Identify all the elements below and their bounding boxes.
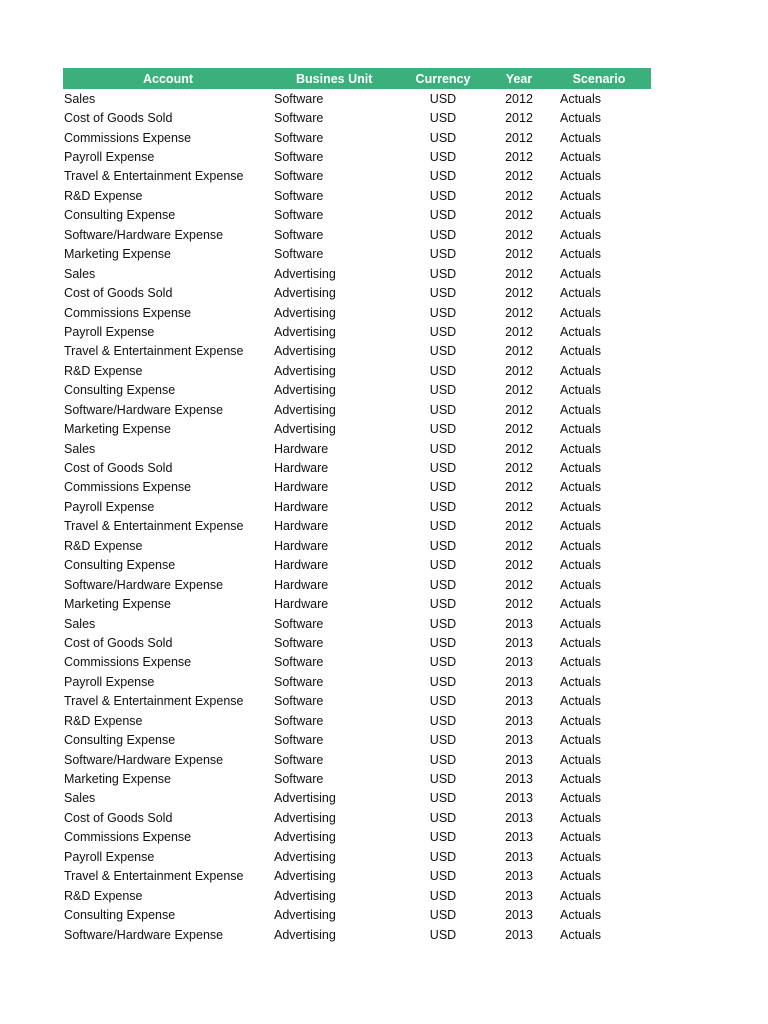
cell-currency: USD — [429, 461, 457, 476]
cell-currency: USD — [429, 733, 457, 748]
cell-account: Commissions Expense — [64, 655, 192, 670]
table-row — [63, 614, 651, 633]
cell-account: Software/Hardware Expense — [64, 402, 224, 417]
cell-currency: USD — [429, 227, 457, 242]
table-row — [63, 225, 651, 244]
cell-year: 2012 — [505, 208, 533, 223]
cell-currency: USD — [429, 713, 457, 728]
cell-business-unit: Software — [274, 150, 324, 165]
cell-year: 2012 — [505, 577, 533, 592]
cell-scenario: Actuals — [560, 538, 601, 553]
cell-year: 2012 — [505, 305, 533, 320]
cell-year: 2013 — [505, 616, 533, 631]
cell-account: Software/Hardware Expense — [64, 752, 224, 767]
table-row — [63, 633, 651, 652]
table-row — [63, 594, 651, 613]
table-row — [63, 789, 651, 808]
cell-currency: USD — [429, 383, 457, 398]
cell-currency: USD — [429, 111, 457, 126]
cell-currency: USD — [429, 305, 457, 320]
cell-year: 2012 — [505, 130, 533, 145]
cell-account: Consulting Expense — [64, 558, 176, 573]
cell-year: 2012 — [505, 150, 533, 165]
table-row — [63, 419, 651, 438]
cell-account: R&D Expense — [64, 888, 143, 903]
cell-business-unit: Hardware — [274, 519, 329, 534]
cell-business-unit: Software — [274, 713, 324, 728]
cell-scenario: Actuals — [560, 91, 601, 106]
cell-year: 2012 — [505, 461, 533, 476]
cell-account: R&D Expense — [64, 538, 143, 553]
cell-scenario: Actuals — [560, 519, 601, 534]
cell-year: 2013 — [505, 733, 533, 748]
cell-account: Sales — [64, 266, 96, 281]
cell-scenario: Actuals — [560, 402, 601, 417]
cell-currency: USD — [429, 169, 457, 184]
table-row — [63, 497, 651, 516]
cell-scenario: Actuals — [560, 888, 601, 903]
cell-year: 2013 — [505, 869, 533, 884]
cell-currency: USD — [429, 655, 457, 670]
cell-year: 2012 — [505, 227, 533, 242]
cell-scenario: Actuals — [560, 810, 601, 825]
cell-year: 2013 — [505, 888, 533, 903]
cell-scenario: Actuals — [560, 461, 601, 476]
table-row — [63, 769, 651, 788]
table-row — [63, 206, 651, 225]
table-row — [63, 245, 651, 264]
cell-scenario: Actuals — [560, 441, 601, 456]
cell-currency: USD — [429, 908, 457, 923]
table-row — [63, 283, 651, 302]
cell-scenario: Actuals — [560, 558, 601, 573]
cell-business-unit: Advertising — [274, 344, 336, 359]
cell-scenario: Actuals — [560, 111, 601, 126]
cell-currency: USD — [429, 363, 457, 378]
cell-business-unit: Advertising — [274, 830, 336, 845]
cell-account: Commissions Expense — [64, 480, 192, 495]
table-row — [63, 381, 651, 400]
cell-business-unit: Hardware — [274, 538, 329, 553]
cell-account: Cost of Goods Sold — [64, 461, 173, 476]
cell-currency: USD — [429, 830, 457, 845]
cell-scenario: Actuals — [560, 480, 601, 495]
cell-currency: USD — [429, 869, 457, 884]
cell-account: Travel & Entertainment Expense — [64, 869, 244, 884]
cell-business-unit: Advertising — [274, 363, 336, 378]
table-row — [63, 517, 651, 536]
table-row — [63, 828, 651, 847]
cell-business-unit: Advertising — [274, 888, 336, 903]
cell-business-unit: Advertising — [274, 402, 336, 417]
cell-business-unit: Software — [274, 130, 324, 145]
table-body — [63, 89, 651, 944]
cell-account: Commissions Expense — [64, 130, 192, 145]
table-row — [63, 264, 651, 283]
cell-business-unit: Software — [274, 91, 324, 106]
cell-scenario: Actuals — [560, 499, 601, 514]
cell-year: 2012 — [505, 480, 533, 495]
cell-year: 2013 — [505, 635, 533, 650]
cell-year: 2012 — [505, 111, 533, 126]
cell-year: 2013 — [505, 830, 533, 845]
cell-currency: USD — [429, 538, 457, 553]
cell-business-unit: Advertising — [274, 869, 336, 884]
header-business-unit: Busines Unit — [296, 71, 373, 86]
cell-business-unit: Advertising — [274, 266, 336, 281]
cell-business-unit: Hardware — [274, 461, 329, 476]
cell-year: 2013 — [505, 655, 533, 670]
cell-business-unit: Advertising — [274, 849, 336, 864]
header-account: Account — [143, 71, 193, 86]
cell-scenario: Actuals — [560, 188, 601, 203]
cell-currency: USD — [429, 597, 457, 612]
cell-year: 2012 — [505, 91, 533, 106]
cell-year: 2012 — [505, 402, 533, 417]
cell-business-unit: Software — [274, 694, 324, 709]
cell-currency: USD — [429, 402, 457, 417]
cell-currency: USD — [429, 810, 457, 825]
table-row — [63, 458, 651, 477]
cell-currency: USD — [429, 558, 457, 573]
table-row — [63, 439, 651, 458]
data-table — [63, 68, 651, 944]
cell-scenario: Actuals — [560, 169, 601, 184]
table-header-row — [63, 68, 651, 89]
cell-scenario: Actuals — [560, 305, 601, 320]
cell-currency: USD — [429, 752, 457, 767]
table-row — [63, 808, 651, 827]
cell-scenario: Actuals — [560, 694, 601, 709]
cell-currency: USD — [429, 208, 457, 223]
cell-business-unit: Hardware — [274, 480, 329, 495]
cell-scenario: Actuals — [560, 577, 601, 592]
cell-account: Marketing Expense — [64, 772, 172, 787]
table-row — [63, 108, 651, 127]
cell-account: Sales — [64, 441, 96, 456]
table-row — [63, 89, 651, 108]
cell-scenario: Actuals — [560, 752, 601, 767]
cell-account: R&D Expense — [64, 188, 143, 203]
cell-scenario: Actuals — [560, 830, 601, 845]
cell-year: 2012 — [505, 597, 533, 612]
cell-account: Marketing Expense — [64, 247, 172, 262]
cell-currency: USD — [429, 247, 457, 262]
table-row — [63, 478, 651, 497]
table-row — [63, 847, 651, 866]
cell-currency: USD — [429, 849, 457, 864]
cell-currency: USD — [429, 888, 457, 903]
cell-business-unit: Software — [274, 655, 324, 670]
cell-scenario: Actuals — [560, 655, 601, 670]
cell-currency: USD — [429, 635, 457, 650]
cell-account: Software/Hardware Expense — [64, 927, 224, 942]
cell-business-unit: Software — [274, 247, 324, 262]
cell-account: Consulting Expense — [64, 733, 176, 748]
cell-account: Travel & Entertainment Expense — [64, 344, 244, 359]
cell-currency: USD — [429, 927, 457, 942]
cell-account: Consulting Expense — [64, 383, 176, 398]
cell-year: 2013 — [505, 752, 533, 767]
cell-year: 2013 — [505, 791, 533, 806]
cell-scenario: Actuals — [560, 130, 601, 145]
cell-scenario: Actuals — [560, 849, 601, 864]
cell-account: R&D Expense — [64, 713, 143, 728]
cell-scenario: Actuals — [560, 927, 601, 942]
cell-currency: USD — [429, 616, 457, 631]
cell-business-unit: Advertising — [274, 791, 336, 806]
cell-account: Consulting Expense — [64, 908, 176, 923]
cell-currency: USD — [429, 422, 457, 437]
table-row — [63, 886, 651, 905]
cell-account: Cost of Goods Sold — [64, 111, 173, 126]
table-row — [63, 361, 651, 380]
cell-year: 2012 — [505, 169, 533, 184]
header-year: Year — [505, 71, 533, 86]
cell-currency: USD — [429, 791, 457, 806]
cell-scenario: Actuals — [560, 674, 601, 689]
table-row — [63, 147, 651, 166]
header-scenario: Scenario — [572, 71, 626, 86]
cell-account: Travel & Entertainment Expense — [64, 169, 244, 184]
cell-account: Sales — [64, 91, 96, 106]
cell-account: Marketing Expense — [64, 422, 172, 437]
header-currency: Currency — [415, 71, 471, 86]
table-row — [63, 711, 651, 730]
cell-account: Software/Hardware Expense — [64, 227, 224, 242]
cell-business-unit: Advertising — [274, 908, 336, 923]
cell-business-unit: Hardware — [274, 441, 329, 456]
table-row — [63, 672, 651, 691]
cell-currency: USD — [429, 91, 457, 106]
table-row — [63, 730, 651, 749]
cell-currency: USD — [429, 344, 457, 359]
cell-scenario: Actuals — [560, 227, 601, 242]
table-row — [63, 905, 651, 924]
cell-business-unit: Hardware — [274, 499, 329, 514]
table-row — [63, 342, 651, 361]
cell-account: Cost of Goods Sold — [64, 635, 173, 650]
cell-year: 2013 — [505, 927, 533, 942]
cell-business-unit: Software — [274, 772, 324, 787]
cell-account: Commissions Expense — [64, 830, 192, 845]
cell-scenario: Actuals — [560, 635, 601, 650]
cell-year: 2012 — [505, 247, 533, 262]
cell-account: Software/Hardware Expense — [64, 577, 224, 592]
table-row — [63, 653, 651, 672]
cell-business-unit: Advertising — [274, 810, 336, 825]
cell-business-unit: Software — [274, 635, 324, 650]
cell-currency: USD — [429, 150, 457, 165]
cell-business-unit: Advertising — [274, 324, 336, 339]
cell-scenario: Actuals — [560, 208, 601, 223]
cell-account: Commissions Expense — [64, 305, 192, 320]
cell-scenario: Actuals — [560, 772, 601, 787]
table-row — [63, 575, 651, 594]
cell-business-unit: Software — [274, 111, 324, 126]
cell-account: Sales — [64, 616, 96, 631]
cell-scenario: Actuals — [560, 383, 601, 398]
cell-year: 2012 — [505, 558, 533, 573]
cell-currency: USD — [429, 772, 457, 787]
cell-scenario: Actuals — [560, 150, 601, 165]
cell-account: Consulting Expense — [64, 208, 176, 223]
cell-currency: USD — [429, 188, 457, 203]
cell-scenario: Actuals — [560, 266, 601, 281]
cell-year: 2013 — [505, 772, 533, 787]
cell-scenario: Actuals — [560, 733, 601, 748]
cell-year: 2013 — [505, 849, 533, 864]
cell-account: Payroll Expense — [64, 150, 155, 165]
cell-year: 2012 — [505, 538, 533, 553]
cell-account: Payroll Expense — [64, 674, 155, 689]
table-row — [63, 167, 651, 186]
cell-scenario: Actuals — [560, 422, 601, 437]
cell-business-unit: Hardware — [274, 577, 329, 592]
cell-account: Cost of Goods Sold — [64, 286, 173, 301]
table-row — [63, 186, 651, 205]
cell-currency: USD — [429, 694, 457, 709]
table-row — [63, 536, 651, 555]
table-row — [63, 750, 651, 769]
cell-currency: USD — [429, 266, 457, 281]
cell-year: 2012 — [505, 363, 533, 378]
cell-year: 2012 — [505, 499, 533, 514]
cell-business-unit: Software — [274, 674, 324, 689]
cell-year: 2012 — [505, 344, 533, 359]
cell-year: 2012 — [505, 519, 533, 534]
cell-account: Travel & Entertainment Expense — [64, 694, 244, 709]
cell-currency: USD — [429, 499, 457, 514]
cell-currency: USD — [429, 130, 457, 145]
cell-business-unit: Hardware — [274, 597, 329, 612]
cell-business-unit: Software — [274, 208, 324, 223]
cell-account: Payroll Expense — [64, 324, 155, 339]
cell-account: R&D Expense — [64, 363, 143, 378]
table-row — [63, 692, 651, 711]
cell-currency: USD — [429, 480, 457, 495]
cell-year: 2013 — [505, 674, 533, 689]
cell-year: 2012 — [505, 422, 533, 437]
cell-account: Cost of Goods Sold — [64, 810, 173, 825]
cell-currency: USD — [429, 519, 457, 534]
table-row — [63, 925, 651, 944]
cell-business-unit: Hardware — [274, 558, 329, 573]
cell-business-unit: Software — [274, 169, 324, 184]
cell-scenario: Actuals — [560, 869, 601, 884]
cell-year: 2013 — [505, 810, 533, 825]
cell-business-unit: Advertising — [274, 305, 336, 320]
cell-account: Payroll Expense — [64, 499, 155, 514]
cell-currency: USD — [429, 286, 457, 301]
cell-business-unit: Software — [274, 752, 324, 767]
cell-currency: USD — [429, 577, 457, 592]
cell-business-unit: Software — [274, 733, 324, 748]
cell-scenario: Actuals — [560, 363, 601, 378]
cell-account: Marketing Expense — [64, 597, 172, 612]
cell-business-unit: Advertising — [274, 927, 336, 942]
cell-account: Sales — [64, 791, 96, 806]
cell-currency: USD — [429, 441, 457, 456]
cell-scenario: Actuals — [560, 908, 601, 923]
table-row — [63, 556, 651, 575]
cell-business-unit: Software — [274, 227, 324, 242]
cell-year: 2013 — [505, 713, 533, 728]
cell-business-unit: Software — [274, 188, 324, 203]
table-row — [63, 867, 651, 886]
cell-year: 2012 — [505, 441, 533, 456]
cell-business-unit: Advertising — [274, 286, 336, 301]
cell-year: 2013 — [505, 694, 533, 709]
cell-scenario: Actuals — [560, 286, 601, 301]
cell-scenario: Actuals — [560, 791, 601, 806]
cell-year: 2012 — [505, 286, 533, 301]
cell-year: 2012 — [505, 188, 533, 203]
cell-scenario: Actuals — [560, 616, 601, 631]
cell-business-unit: Advertising — [274, 383, 336, 398]
cell-year: 2012 — [505, 266, 533, 281]
table-row — [63, 322, 651, 341]
table-row — [63, 400, 651, 419]
table-row — [63, 303, 651, 322]
table-row — [63, 128, 651, 147]
cell-scenario: Actuals — [560, 344, 601, 359]
cell-scenario: Actuals — [560, 597, 601, 612]
cell-year: 2013 — [505, 908, 533, 923]
cell-account: Travel & Entertainment Expense — [64, 519, 244, 534]
cell-account: Payroll Expense — [64, 849, 155, 864]
cell-currency: USD — [429, 324, 457, 339]
cell-year: 2012 — [505, 324, 533, 339]
cell-scenario: Actuals — [560, 324, 601, 339]
cell-scenario: Actuals — [560, 713, 601, 728]
cell-business-unit: Advertising — [274, 422, 336, 437]
cell-business-unit: Software — [274, 616, 324, 631]
cell-year: 2012 — [505, 383, 533, 398]
cell-scenario: Actuals — [560, 247, 601, 262]
cell-currency: USD — [429, 674, 457, 689]
